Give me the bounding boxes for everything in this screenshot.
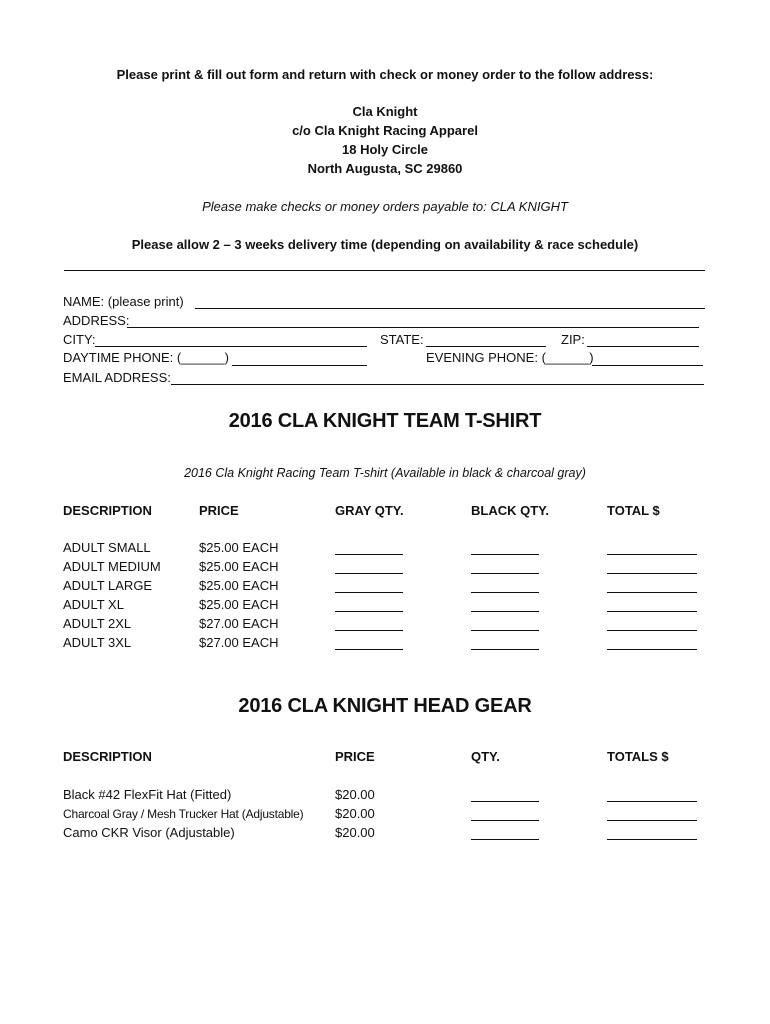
daytime-phone-field[interactable]: [232, 365, 367, 366]
address-line-4: North Augusta, SC 29860: [307, 161, 463, 176]
tshirt-col-total: TOTAL $: [607, 503, 660, 518]
tshirt-row-price: $27.00 EACH: [199, 635, 279, 650]
gray-qty-field[interactable]: [335, 649, 403, 650]
black-qty-field[interactable]: [471, 554, 539, 555]
headgear-col-qty: QTY.: [471, 749, 500, 764]
headgear-row-price: $20.00: [335, 806, 375, 821]
address-line-2: c/o Cla Knight Racing Apparel: [292, 123, 478, 138]
tshirt-col-price: PRICE: [199, 503, 239, 518]
headgear-col-totals: TOTALS $: [607, 749, 669, 764]
tshirt-heading: 2016 CLA KNIGHT TEAM T-SHIRT: [228, 410, 542, 432]
black-qty-field[interactable]: [471, 592, 539, 593]
headgear-row-description: Charcoal Gray / Mesh Trucker Hat (Adjustable): [63, 807, 304, 821]
total-field[interactable]: [607, 592, 697, 593]
headgear-row-price: $20.00: [335, 825, 375, 840]
tshirt-row-description: ADULT 2XL: [63, 616, 132, 631]
evening-phone-label: EVENING PHONE: (______): [426, 350, 594, 365]
tshirt-row-description: ADULT XL: [63, 597, 124, 612]
address-line-1: Cla Knight: [352, 104, 418, 119]
gray-qty-field[interactable]: [335, 611, 403, 612]
headgear-row-description: Black #42 FlexFit Hat (Fitted): [63, 787, 232, 802]
total-field[interactable]: [607, 630, 697, 631]
totals-field[interactable]: [607, 839, 697, 840]
headgear-col-description: DESCRIPTION: [63, 749, 152, 764]
total-field[interactable]: [607, 554, 697, 555]
total-field[interactable]: [607, 573, 697, 574]
name-label: NAME: (please print): [63, 294, 184, 309]
qty-field[interactable]: [471, 839, 539, 840]
tshirt-subtitle: 2016 Cla Knight Racing Team T-shirt (Available in black & charcoal gray): [184, 466, 586, 480]
city-field[interactable]: [95, 346, 367, 347]
address-field[interactable]: [127, 327, 699, 328]
black-qty-field[interactable]: [471, 573, 539, 574]
evening-phone-field[interactable]: [592, 365, 703, 366]
section-divider: [64, 270, 705, 271]
tshirt-row-description: ADULT MEDIUM: [63, 559, 161, 574]
delivery-note: Please allow 2 – 3 weeks delivery time (depending on availability & race schedule): [131, 237, 639, 252]
gray-qty-field[interactable]: [335, 592, 403, 593]
gray-qty-field[interactable]: [335, 630, 403, 631]
headgear-row-price: $20.00: [335, 787, 375, 802]
totals-field[interactable]: [607, 801, 697, 802]
tshirt-row-description: ADULT 3XL: [63, 635, 132, 650]
qty-field[interactable]: [471, 801, 539, 802]
tshirt-col-gray-qty: GRAY QTY.: [335, 503, 404, 518]
tshirt-row-description: ADULT SMALL: [63, 540, 151, 555]
state-label: STATE:: [380, 332, 424, 347]
state-field[interactable]: [426, 346, 546, 347]
email-label: EMAIL ADDRESS:: [63, 370, 171, 385]
headgear-col-price: PRICE: [335, 749, 375, 764]
city-label: CITY:: [63, 332, 96, 347]
zip-label: ZIP:: [561, 332, 585, 347]
zip-field[interactable]: [587, 346, 699, 347]
headgear-row-description: Camo CKR Visor (Adjustable): [63, 825, 235, 840]
total-field[interactable]: [607, 611, 697, 612]
tshirt-row-description: ADULT LARGE: [63, 578, 153, 593]
gray-qty-field[interactable]: [335, 554, 403, 555]
tshirt-row-price: $25.00 EACH: [199, 578, 279, 593]
email-field[interactable]: [171, 384, 704, 385]
black-qty-field[interactable]: [471, 611, 539, 612]
tshirt-row-price: $25.00 EACH: [199, 540, 279, 555]
tshirt-col-description: DESCRIPTION: [63, 503, 152, 518]
name-field[interactable]: [195, 308, 705, 309]
headgear-heading: 2016 CLA KNIGHT HEAD GEAR: [238, 695, 532, 717]
gray-qty-field[interactable]: [335, 573, 403, 574]
totals-field[interactable]: [607, 820, 697, 821]
total-field[interactable]: [607, 649, 697, 650]
black-qty-field[interactable]: [471, 649, 539, 650]
address-label: ADDRESS:: [63, 313, 130, 328]
black-qty-field[interactable]: [471, 630, 539, 631]
tshirt-row-price: $25.00 EACH: [199, 559, 279, 574]
tshirt-row-price: $25.00 EACH: [199, 597, 279, 612]
tshirt-col-black-qty: BLACK QTY.: [471, 503, 549, 518]
address-line-3: 18 Holy Circle: [342, 142, 428, 157]
daytime-phone-label: DAYTIME PHONE: (______): [63, 350, 229, 365]
payable-note: Please make checks or money orders payable to: CLA KNIGHT: [202, 199, 568, 214]
tshirt-row-price: $27.00 EACH: [199, 616, 279, 631]
form-instructions: Please print & fill out form and return with check or money order to the follow address:: [116, 67, 654, 82]
qty-field[interactable]: [471, 820, 539, 821]
